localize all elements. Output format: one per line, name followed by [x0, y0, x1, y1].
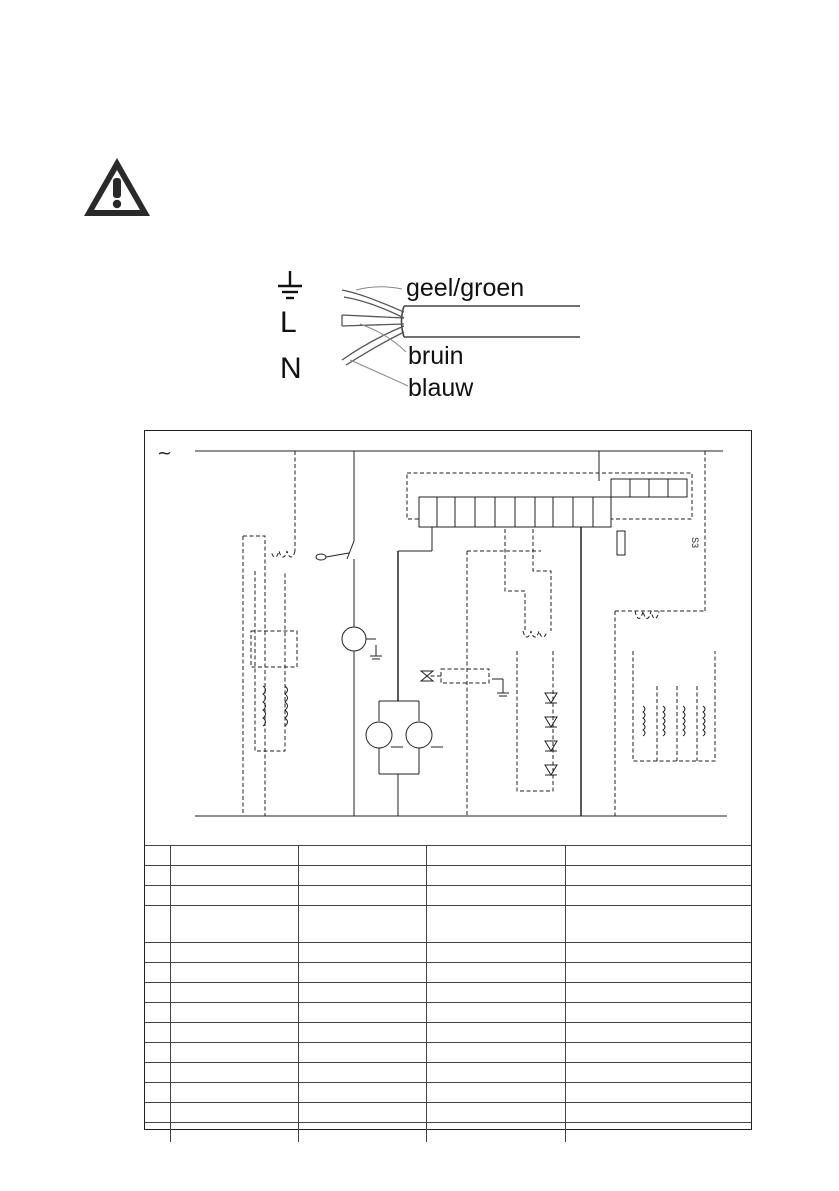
warning-triangle-icon: [82, 156, 152, 218]
table-cell: [565, 983, 751, 1003]
table-cell: [565, 906, 751, 943]
table-cell: [565, 1023, 751, 1043]
table-cell: [426, 1103, 565, 1123]
table-cell: [426, 846, 565, 866]
ac-symbol: ~: [157, 443, 173, 464]
table-cell: [145, 963, 170, 983]
table-cell: [145, 943, 170, 963]
table-cell: [426, 1083, 565, 1103]
table-cell: [170, 1103, 298, 1123]
table-row: [145, 1083, 751, 1103]
table-cell: [426, 1023, 565, 1043]
table-cell: [145, 866, 170, 886]
live-symbol: L: [280, 306, 297, 339]
table-cell: [170, 906, 298, 943]
table-cell: [298, 886, 426, 906]
table-cell: [565, 866, 751, 886]
table-cell: [426, 1123, 565, 1143]
table-cell: [298, 866, 426, 886]
table-row: [145, 866, 751, 886]
table-cell: [426, 866, 565, 886]
table-row: [145, 1103, 751, 1123]
table-cell: [426, 1063, 565, 1083]
table-cell: [298, 983, 426, 1003]
table-cell: [298, 906, 426, 943]
table-cell: [170, 846, 298, 866]
table-cell: [145, 1063, 170, 1083]
table-cell: [145, 906, 170, 943]
table-cell: [426, 943, 565, 963]
wiring-schematic: [145, 431, 751, 845]
table-cell: [298, 1083, 426, 1103]
table-row: [145, 1023, 751, 1043]
cable-wiring-illustration: [270, 262, 580, 407]
table-cell: [170, 886, 298, 906]
table-cell: [426, 886, 565, 906]
table-cell: [145, 1083, 170, 1103]
table-cell: [170, 1023, 298, 1043]
table-cell: [170, 1063, 298, 1083]
circuit-diagram: [144, 430, 752, 1130]
table-row: [145, 963, 751, 983]
table-cell: [426, 963, 565, 983]
table-row: [145, 1043, 751, 1063]
table-cell: [298, 963, 426, 983]
table-cell: [170, 1083, 298, 1103]
switch-label: S3: [690, 537, 700, 549]
table-cell: [145, 1003, 170, 1023]
table-cell: [170, 866, 298, 886]
neutral-wire-label: blauw: [408, 374, 474, 402]
table-row: [145, 886, 751, 906]
table-cell: [145, 846, 170, 866]
table-row: [145, 906, 751, 943]
table-cell: [565, 1123, 751, 1143]
table-cell: [565, 1083, 751, 1103]
table-cell: [145, 983, 170, 1003]
table-cell: [426, 1043, 565, 1063]
table-cell: [426, 1003, 565, 1023]
table-cell: [170, 963, 298, 983]
table-row: [145, 1123, 751, 1143]
table-cell: [565, 963, 751, 983]
table-cell: [145, 1103, 170, 1123]
table-cell: [170, 1043, 298, 1063]
table-cell: [565, 943, 751, 963]
ground-symbol-icon: [278, 271, 302, 298]
table-cell: [145, 1123, 170, 1143]
live-wire-label: bruin: [408, 342, 464, 370]
table-cell: [298, 1103, 426, 1123]
table-cell: [170, 983, 298, 1003]
table-cell: [145, 1023, 170, 1043]
table-cell: [298, 1003, 426, 1023]
table-row: [145, 943, 751, 963]
neutral-symbol: N: [280, 352, 302, 385]
table-cell: [170, 1123, 298, 1143]
table-cell: [145, 1043, 170, 1063]
table-row: [145, 846, 751, 866]
table-cell: [565, 1103, 751, 1123]
table-cell: [565, 886, 751, 906]
table-row: [145, 983, 751, 1003]
table-cell: [565, 1063, 751, 1083]
table-row: [145, 1003, 751, 1023]
table-cell: [298, 1043, 426, 1063]
table-cell: [170, 943, 298, 963]
table-cell: [145, 886, 170, 906]
table-cell: [298, 846, 426, 866]
table-cell: [565, 1003, 751, 1023]
table-cell: [298, 1023, 426, 1043]
table-row: [145, 1063, 751, 1083]
table-cell: [298, 1123, 426, 1143]
table-cell: [170, 1003, 298, 1023]
earth-wire-label: geel/groen: [406, 274, 525, 302]
table-cell: [298, 1063, 426, 1083]
table-cell: [426, 983, 565, 1003]
table-cell: [565, 846, 751, 866]
table-cell: [565, 1043, 751, 1063]
component-legend-table: [145, 845, 751, 1142]
table-cell: [426, 906, 565, 943]
table-cell: [298, 943, 426, 963]
